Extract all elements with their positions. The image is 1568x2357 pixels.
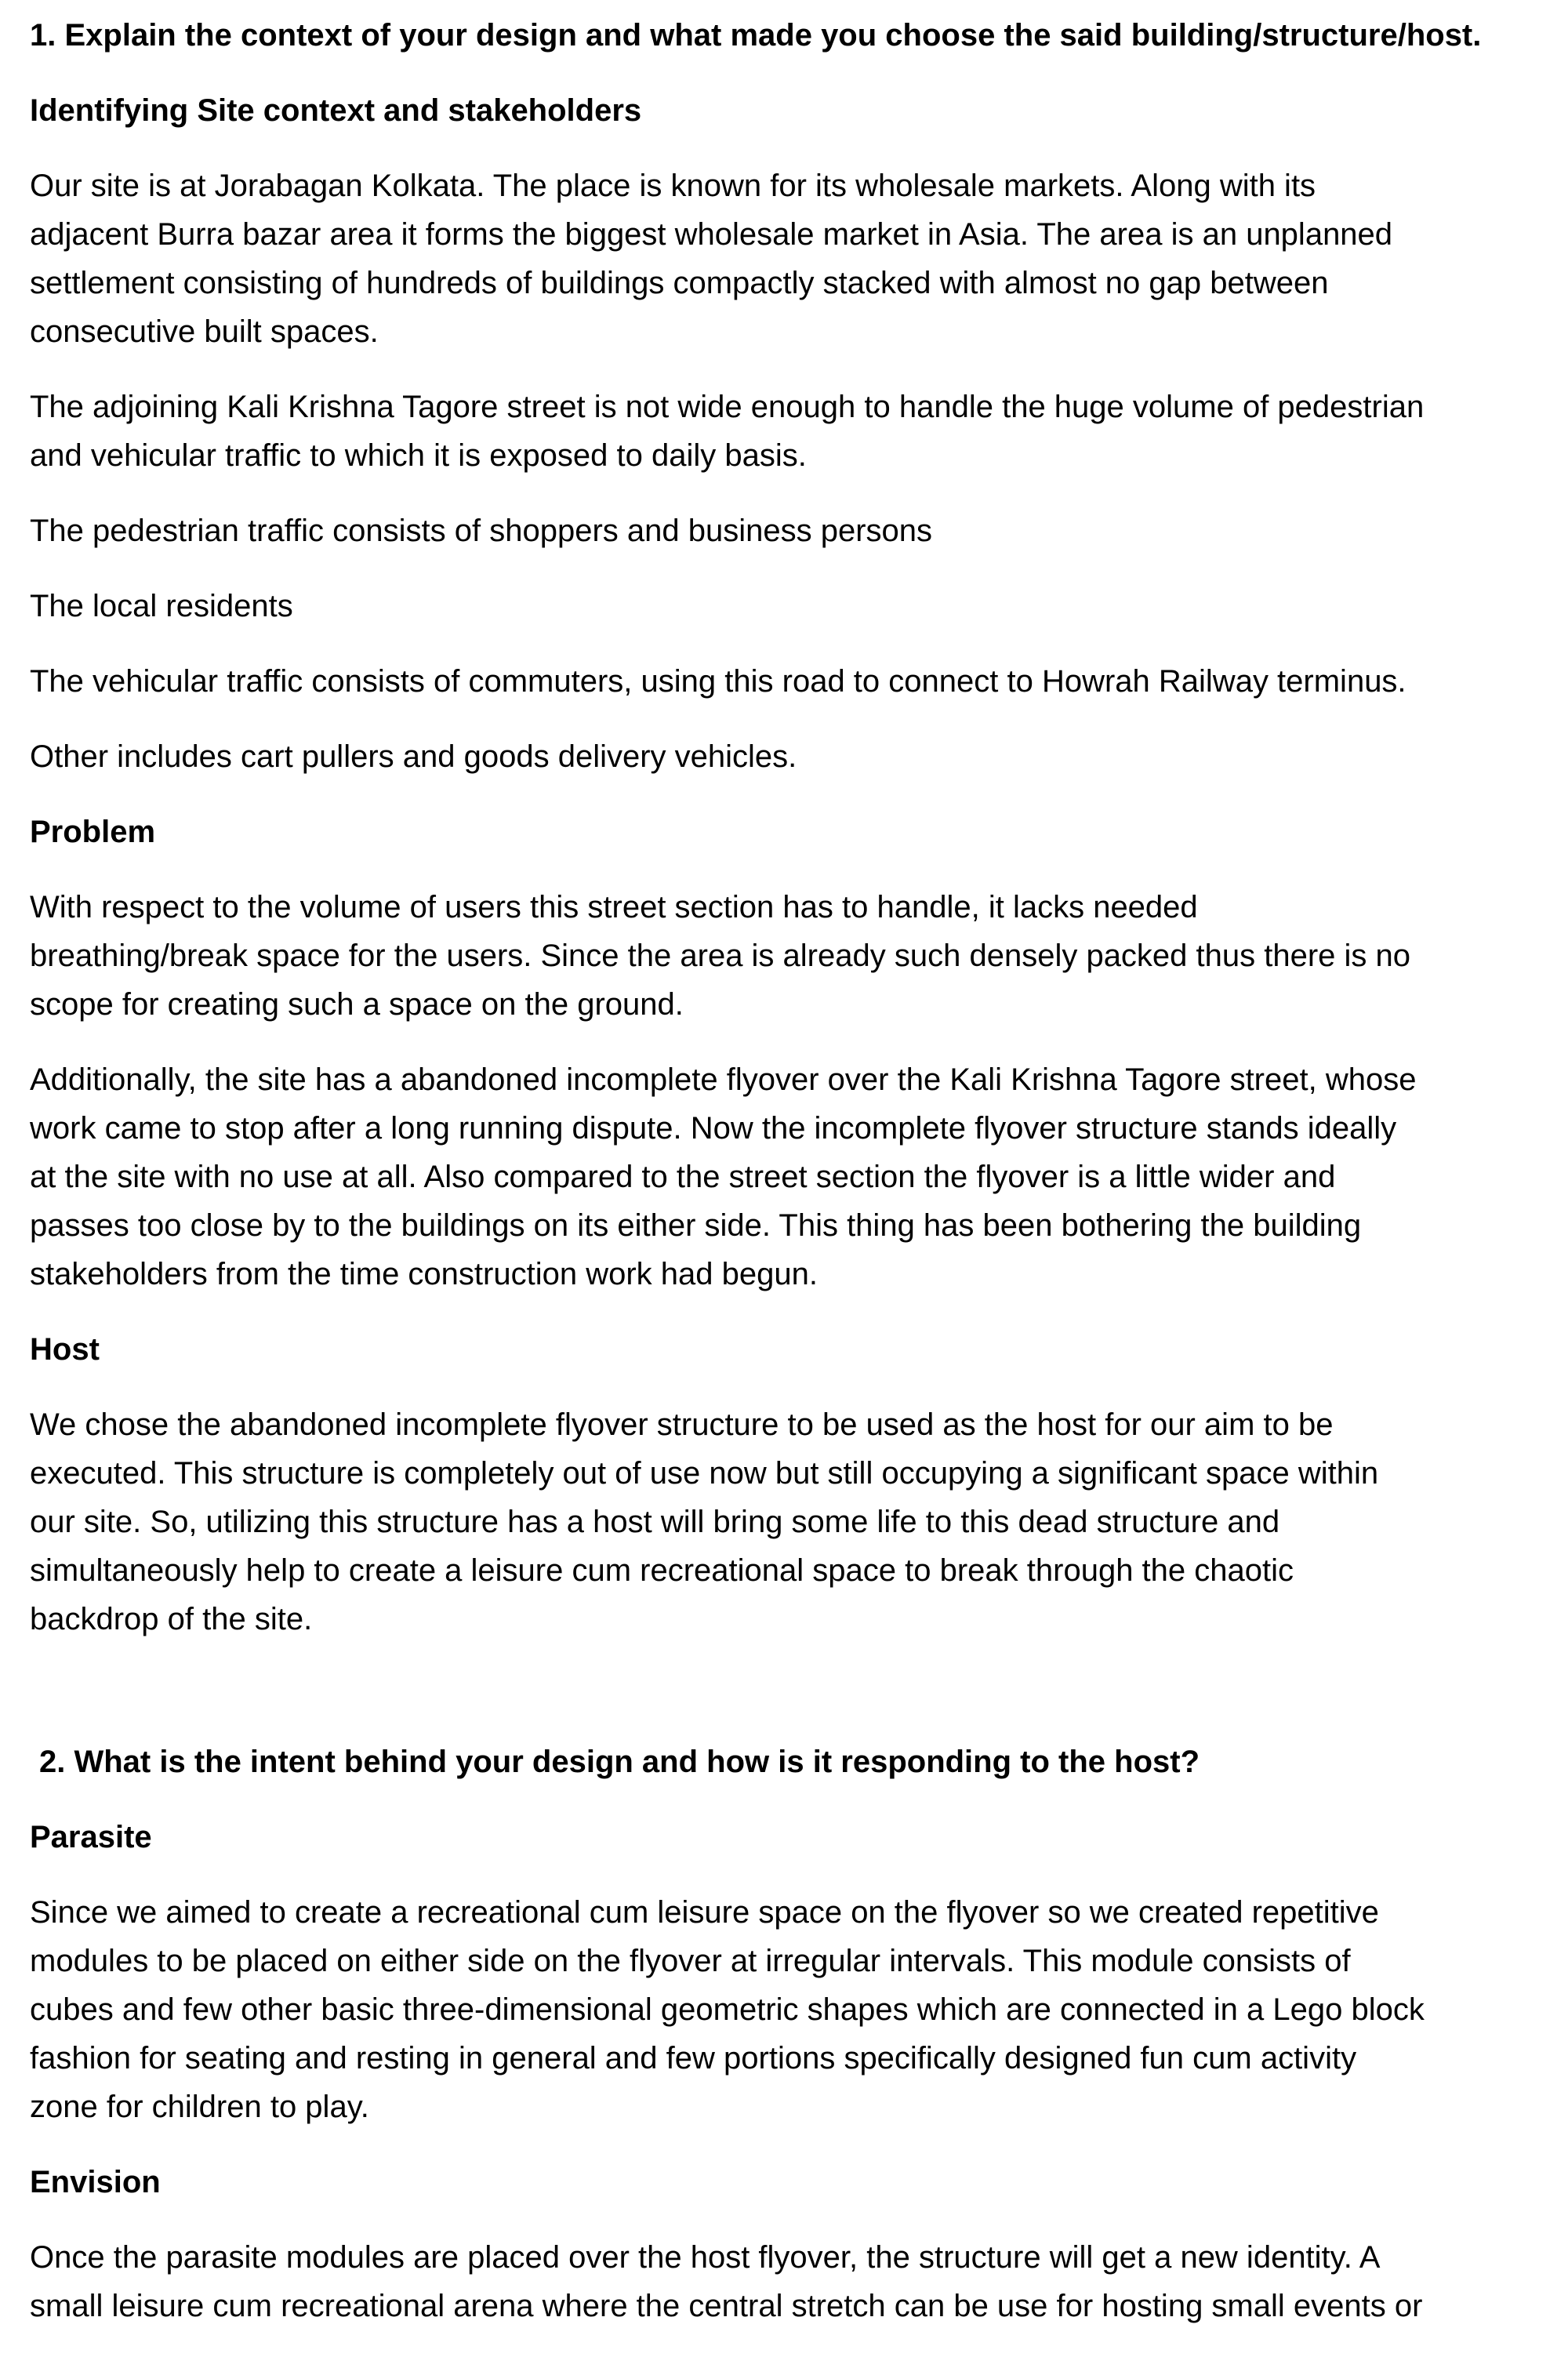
paragraph	[30, 732, 1551, 781]
text-line: Additionally, the site has a abandoned incomplete flyover over the Kali Krishna Tagore street, whose	[30, 1062, 1417, 1097]
text-line: Since we aimed to create a recreational cum leisure space on the flyover so we created repetitive	[30, 1895, 1379, 1930]
text-line: work came to stop after a long running dispute. Now the incomplete flyover structure stands ideally	[30, 1111, 1397, 1146]
text-line: simultaneously help to create a leisure cum recreational space to break through the chaotic	[30, 1553, 1294, 1588]
text-line: The vehicular traffic consists of commuters, using this road to connect to Howrah Railway terminus.	[30, 664, 1406, 699]
text-line: Once the parasite modules are placed over the host flyover, the structure will get a new identity. A	[30, 2240, 1381, 2275]
text-line: scope for creating such a space on the ground.	[30, 987, 684, 1022]
text-line: We chose the abandoned incomplete flyover structure to be used as the host for our aim to be	[30, 1407, 1334, 1442]
document-page	[30, 11, 1551, 2357]
text-line: settlement consisting of hundreds of buildings compactly stacked with almost no gap between	[30, 266, 1329, 300]
text-line: The local residents	[30, 589, 293, 623]
text-line: breathing/break space for the users. Since the area is already such densely packed thus there is no	[30, 939, 1411, 973]
text-line: cubes and few other basic three-dimensional geometric shapes which are connected in a Lego block	[30, 1992, 1425, 2027]
section-2-heading: 2. What is the intent behind your design and how is it responding to the host?	[39, 1745, 1200, 1779]
text-line: executed. This structure is completely out of use now but still occupying a significant space within	[30, 1456, 1379, 1491]
section-1-heading: 1. Explain the context of your design and what made you choose the said building/structure/host.	[30, 18, 1482, 53]
host-subheading: Host	[30, 1332, 100, 1367]
paragraph	[30, 1400, 1551, 1643]
text-line: adjacent Burra bazar area it forms the biggest wholesale market in Asia. The area is an unplanned	[30, 217, 1393, 252]
text-line: stakeholders from the time construction work had begun.	[30, 1257, 818, 1291]
text-line: consecutive built spaces.	[30, 314, 379, 349]
paragraph	[30, 507, 1551, 555]
text-line: backdrop of the site.	[30, 1602, 313, 1636]
envision-subheading: Envision	[30, 2165, 161, 2199]
text-line: our site. So, utilizing this structure has a host will bring some life to this dead structure and	[30, 1505, 1280, 1539]
text-line: Other includes cart pullers and goods delivery vehicles.	[30, 739, 797, 774]
paragraph	[30, 582, 1551, 630]
text-line: With respect to the volume of users this street section has to handle, it lacks needed	[30, 890, 1198, 924]
text-line: at the site with no use at all. Also compared to the street section the flyover is a little wider and	[30, 1160, 1336, 1194]
paragraph	[30, 1055, 1551, 1298]
section-spacer	[30, 1670, 1551, 1738]
text-line: and vehicular traffic to which it is exposed to daily basis.	[30, 438, 807, 473]
text-line: passes too close by to the buildings on its either side. This thing has been bothering the building	[30, 1208, 1362, 1243]
text-line: zone for children to play.	[30, 2090, 369, 2124]
text-line: small leisure cum recreational arena where the central stretch can be use for hosting small events or	[30, 2289, 1423, 2323]
paragraph	[30, 883, 1551, 1029]
text-line: Our site is at Jorabagan Kolkata. The place is known for its wholesale markets. Along with its	[30, 169, 1316, 203]
paragraph	[30, 383, 1551, 480]
paragraph	[30, 657, 1551, 706]
problem-subheading: Problem	[30, 815, 156, 849]
text-line: The pedestrian traffic consists of shoppers and business persons	[30, 514, 933, 548]
paragraph	[30, 2233, 1551, 2330]
paragraph	[30, 1888, 1551, 2131]
text-line: fashion for seating and resting in general and few portions specifically designed fun cum activity	[30, 2041, 1357, 2076]
site-context-subheading: Identifying Site context and stakeholders	[30, 93, 642, 128]
text-line: The adjoining Kali Krishna Tagore street is not wide enough to handle the huge volume of pedestrian	[30, 390, 1425, 424]
parasite-subheading: Parasite	[30, 1820, 152, 1854]
paragraph	[30, 162, 1551, 356]
text-line: modules to be placed on either side on the flyover at irregular intervals. This module consists of	[30, 1944, 1351, 1978]
